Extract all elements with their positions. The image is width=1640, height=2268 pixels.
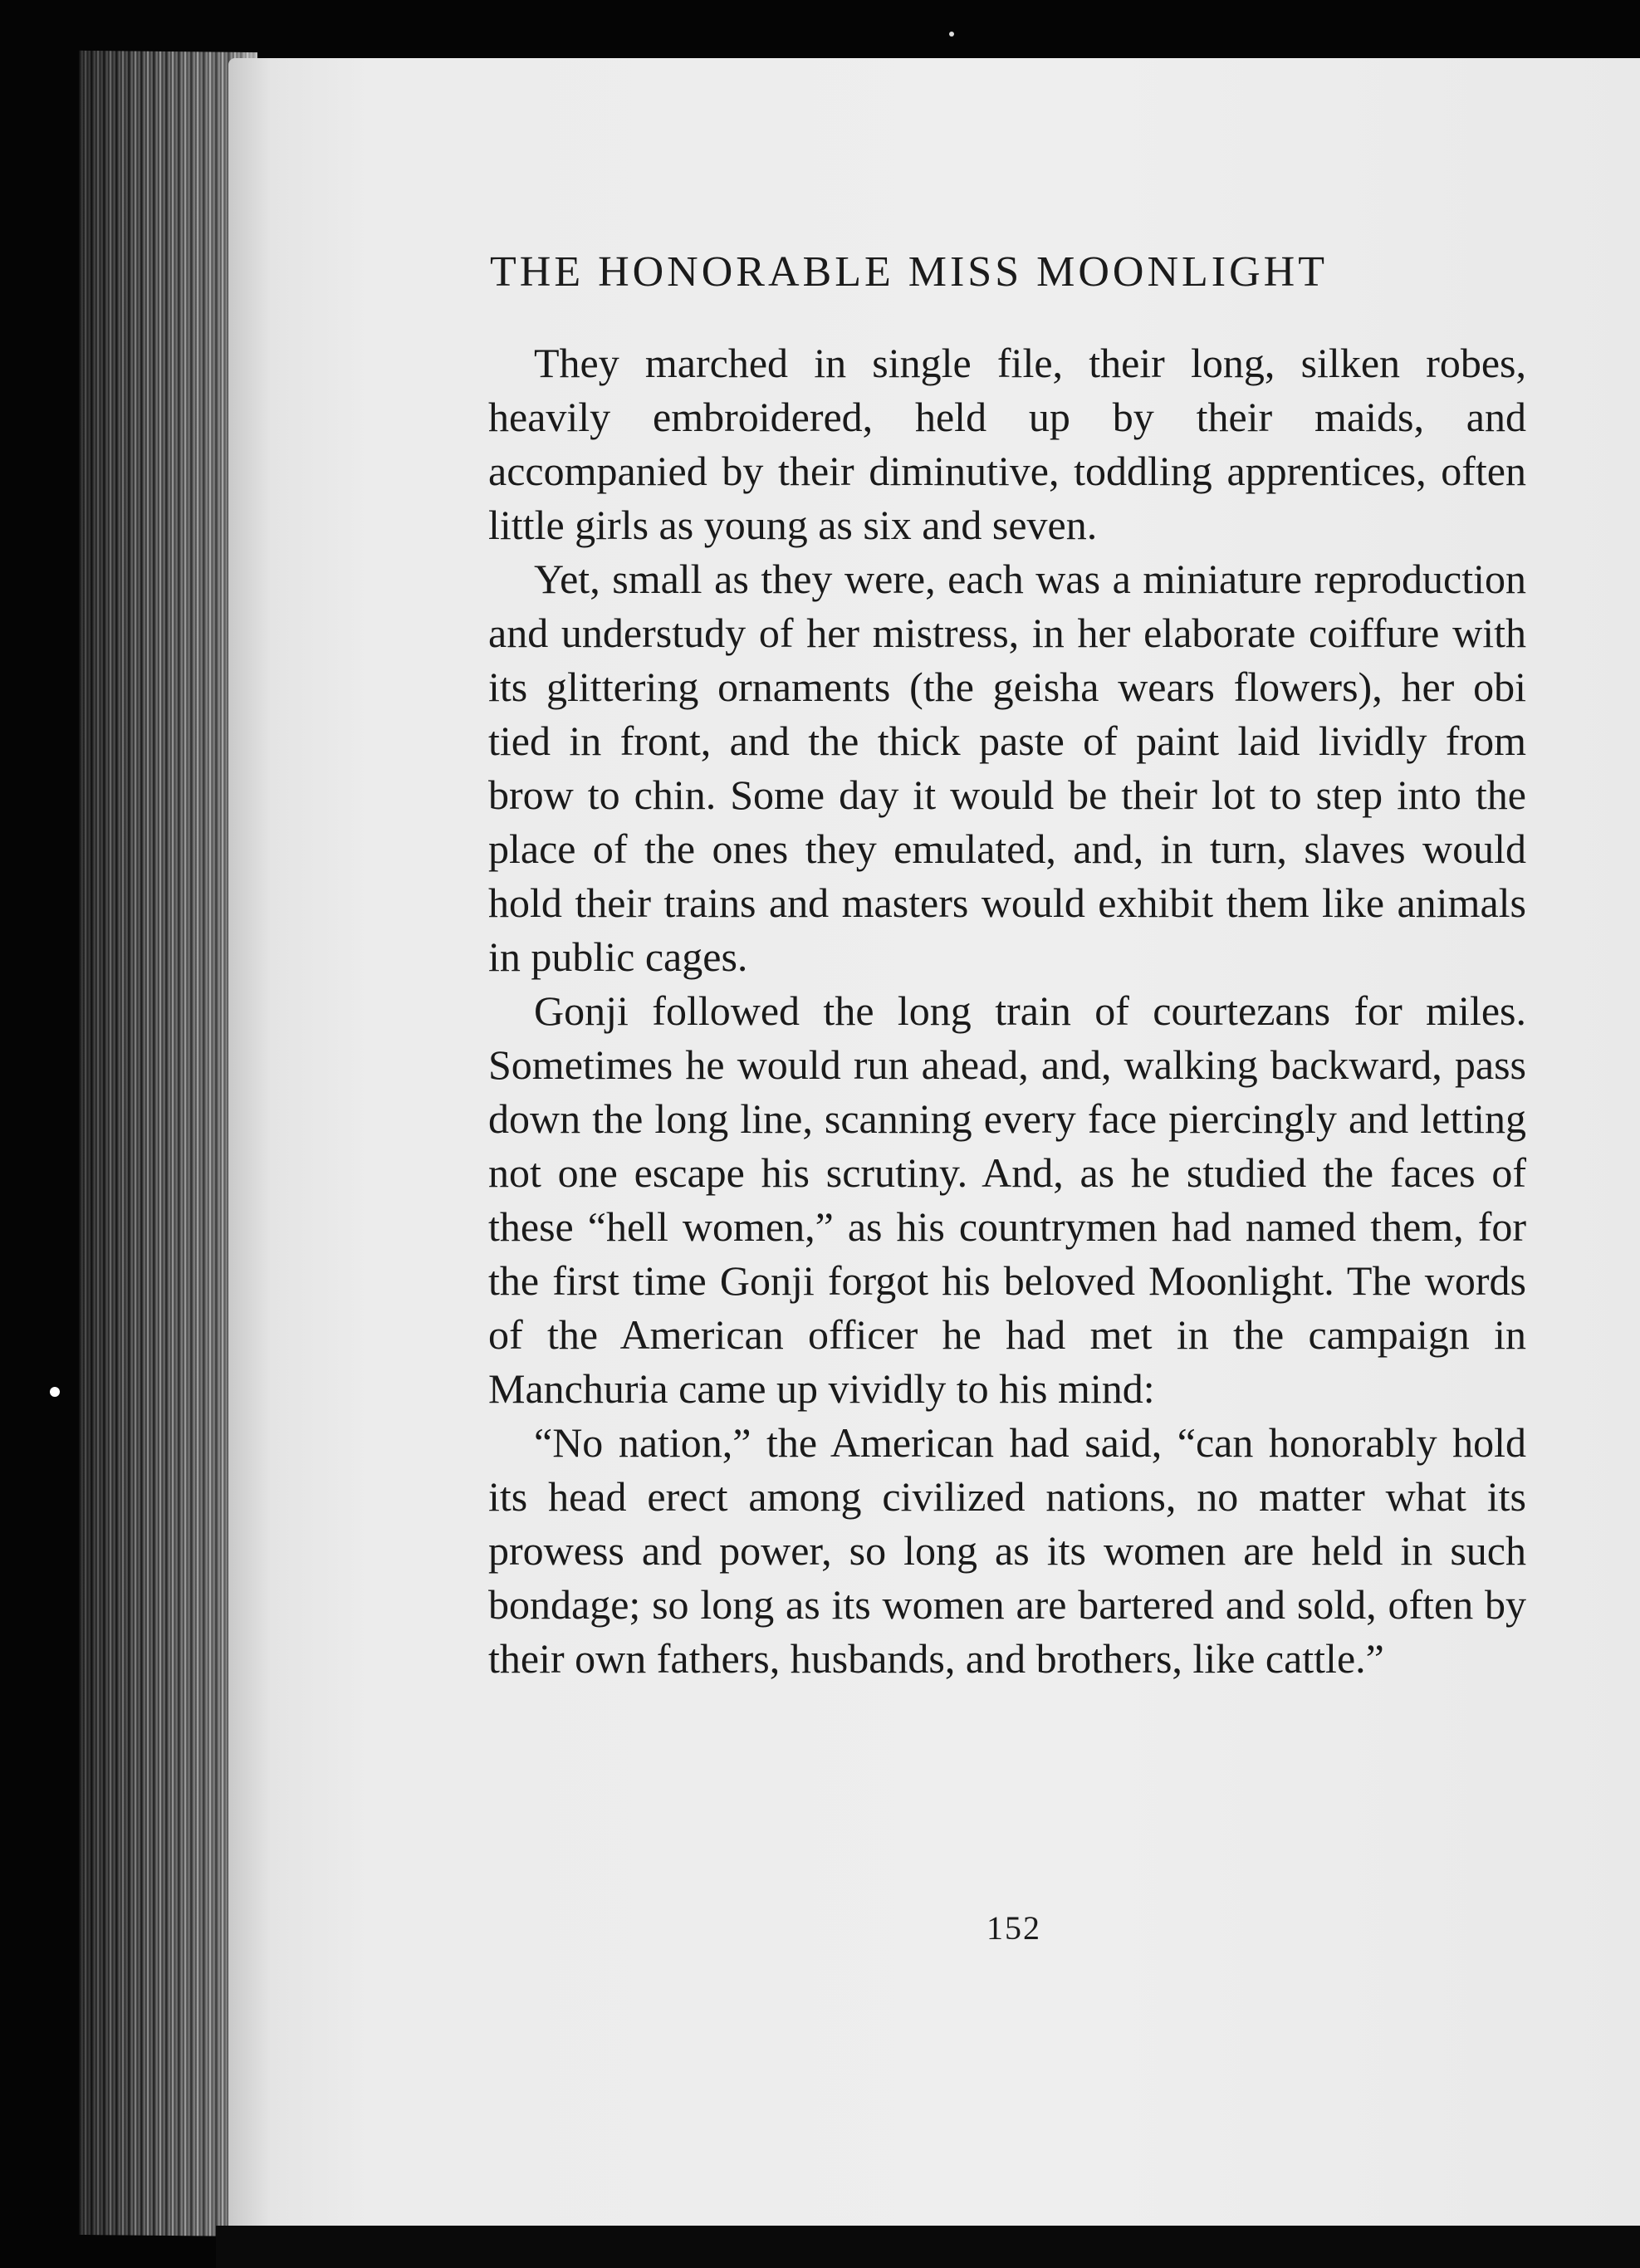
paragraph: Yet, small as they were, each was a miniature reproduction and understudy of her mistress, in her elaborate coiffure with its glittering ornaments (the geisha wears flowers), her obi tied in front, and the thick paste of paint laid lividly from brow to chin. Some day it would be their lot to step into the place of the ones they emulated, and, in turn, slaves would hold their trains and masters would exhibit them like animals in public cages. bbox=[488, 556, 1526, 980]
running-head: THE HONORABLE MISS MOONLIGHT bbox=[490, 248, 1328, 296]
paragraph: They marched in single file, their long, silken robes, heavily embroidered, held up by their maids, and accompanied by their diminutive, toddling apprentices, often little girls as young as six and seven. bbox=[488, 340, 1526, 548]
dust-speck bbox=[949, 32, 954, 37]
body-text bbox=[488, 336, 1526, 1686]
paragraph: “No nation,” the American had said, “can honorably hold its head erect among civilized nations, no matter what its prowess and power, so long as its women are held in such bondage; so long as its women are bartered and sold, often by their own fathers, husbands, and brothers, like cattle.” bbox=[488, 1419, 1526, 1682]
dust-speck bbox=[50, 1387, 60, 1397]
bottom-shadow bbox=[216, 2226, 1640, 2268]
paragraph: Gonji followed the long train of courtezans for miles. Sometimes he would run ahead, and, walking backward, pass down the long line, scanning every face piercingly and letting not one escape his scrutiny. And, as he studied the faces of these “hell women,” as his countrymen had named them, for the first time Gonji forgot his beloved Moonlight. The words of the American officer he had met in the campaign in Manchuria came up vividly to his mind: bbox=[488, 987, 1526, 1412]
page-number: 152 bbox=[986, 1909, 1041, 1947]
